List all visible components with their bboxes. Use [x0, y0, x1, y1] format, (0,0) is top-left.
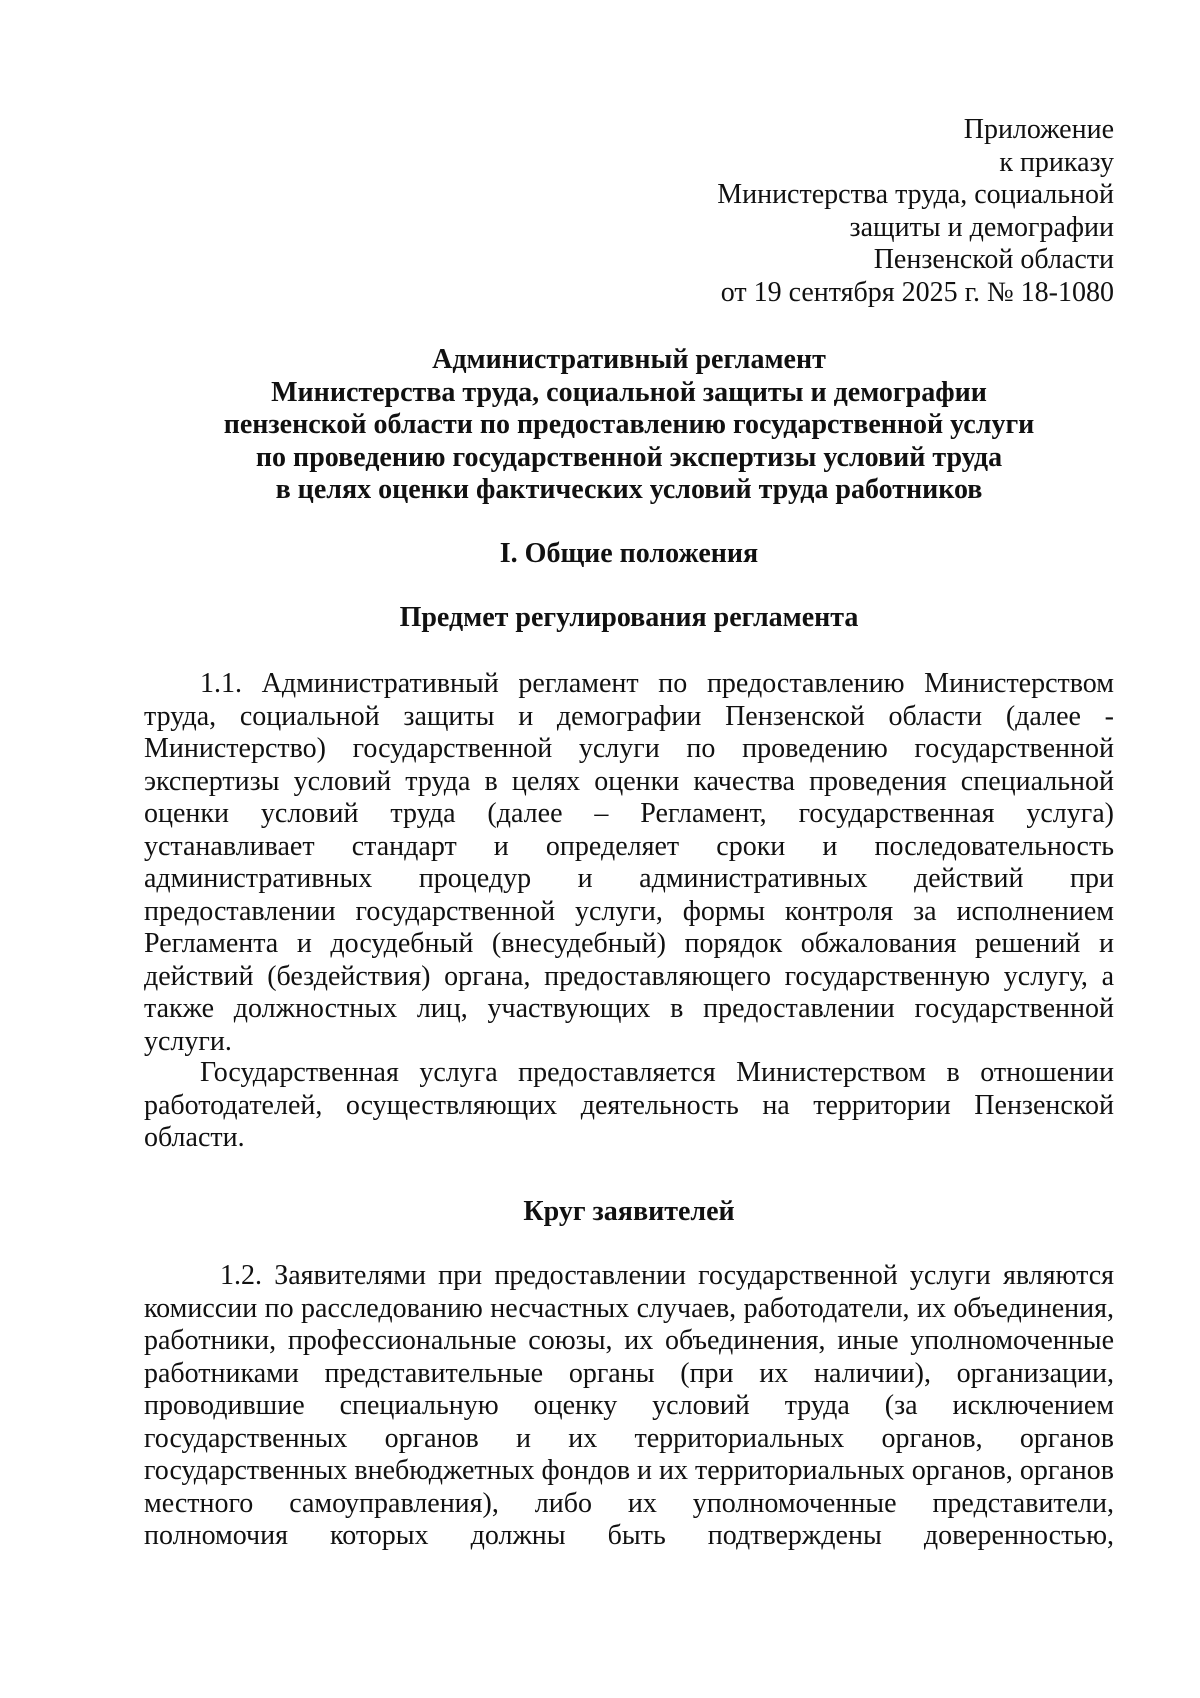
title-line: пензенской области по предоставлению государственной услуги	[223, 409, 1035, 440]
paragraph-1-1-continued: Государственная услуга предоставляется Министерством в отношении работодателей, осуществляющих деятельность на территории Пензенской области.	[144, 1057, 1114, 1153]
appendix-order-date-line: от 19 сентября 2025 г. № 18-1080	[720, 276, 1114, 308]
title-line: в целях оценки фактических условий труда работников	[275, 474, 983, 505]
paragraph-1-2: 1.2. Заявителями при предоставлении государственной услуги являются комиссии по расследованию несчастных случаев, работодатели, их объединения, работники, профессиональные союзы, их объединения, иные уполномоченные работниками представительные органы (при их наличии), организации, проводившие специальную оценку условий труда (за исключением государственных органов и их территориальных органов, органов государственных внебюджетных фондов и их территориальных органов, органов местного самоуправления), либо их уполномоченные представители, полномочия которых должны быть подтверждены доверенностью,	[144, 1260, 1114, 1551]
section-heading: I. Общие положения	[499, 538, 759, 569]
appendix-line: Приложение	[963, 114, 1114, 145]
paragraph-1-1: 1.1. Административный регламент по предоставлению Министерством труда, социальной защиты и демографии Пензенской области (далее - Министерство) государственной услуги по проведению государственной экспертизы условий труда в целях оценки качества проведения специальной оценки условий труда (далее – Регламент, государственная услуга) устанавливает стандарт и определяет сроки и последовательность административных процедур и административных действий при предоставлении государственной услуги, формы контроля за исполнением Регламента и досудебный (внесудебный) порядок обжалования решений и действий (бездействия) органа, предоставляющего государственную услугу, а также должностных лиц, участвующих в предоставлении государственной услуги.	[144, 668, 1114, 1057]
document-title	[144, 344, 1114, 507]
subsection-heading-subject: Предмет регулирования регламента	[399, 602, 859, 633]
appendix-line: Пензенской области	[873, 244, 1114, 275]
appendix-line: Министерства труда, социальной	[717, 179, 1114, 210]
title-line: Министерства труда, социальной защиты и демографии	[271, 376, 987, 408]
appendix-block	[600, 114, 1114, 309]
title-line: по проведению государственной экспертизы условий труда	[255, 441, 1003, 473]
appendix-line: к приказу	[999, 146, 1114, 178]
subsection-heading-applicants: Круг заявителей	[523, 1196, 735, 1227]
title-line: Административный регламент	[432, 344, 826, 375]
appendix-line: защиты и демографии	[849, 211, 1114, 243]
